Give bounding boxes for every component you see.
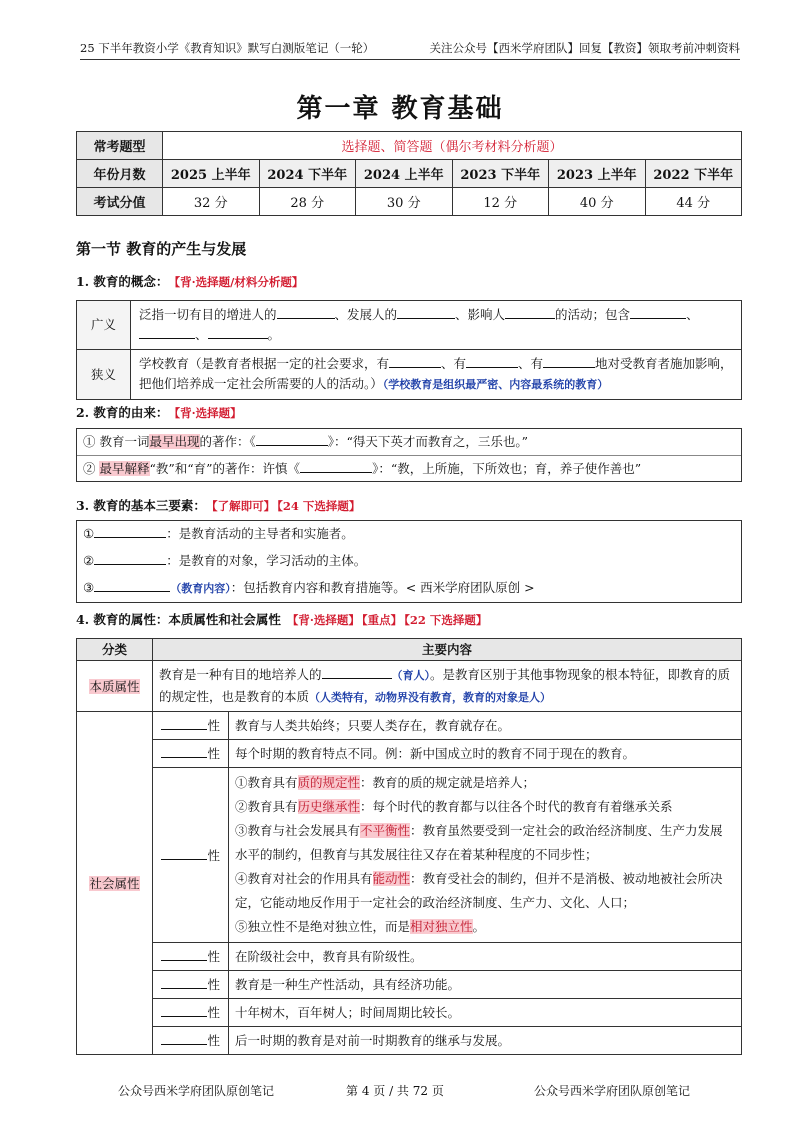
page-number: 第 4 页 / 共 72 页 bbox=[346, 1084, 444, 1098]
essential-label: 本质属性 bbox=[77, 661, 153, 712]
q3-title: 3. 教育的基本三要素： bbox=[76, 498, 206, 513]
broad-definition: 泛指一切有目的增进人的 、发展人的 、影响人 的活动；包含 、 、 。 bbox=[131, 301, 742, 350]
attribute-content: 每个时期的教育特点不同。例：新中国成立时的教育不同于现在的教育。 bbox=[229, 740, 742, 768]
q2-title: 2. 教育的由来： bbox=[76, 405, 169, 420]
year-cell: 2023 上半年 bbox=[549, 160, 646, 188]
q4-tag-1: 【背·选择题】 bbox=[286, 613, 360, 627]
q2-heading bbox=[76, 403, 242, 421]
origin-line-1: ① 教育一词最早出现的著作：《 》：“得天下英才而教育之，三乐也。” bbox=[83, 434, 529, 449]
footer-left: 公众号西米学府团队原创笔记 bbox=[118, 1084, 275, 1098]
header-right: 关注公众号【西米学府团队】回复【教资】领取考前冲刺资料 bbox=[429, 41, 740, 55]
narrow-definition: 学校教育（是教育者根据一定的社会要求，有 、有 、有 地对受教育者施加影响，把他们培养成一定社会所需要的人的活动。）（学校教育是组织最严密、内容最系统的教育） bbox=[131, 350, 742, 400]
attribute-content: 在阶级社会中，教育具有阶级性。 bbox=[229, 943, 742, 971]
col-category: 分类 bbox=[77, 639, 153, 661]
score-cell: 30 分 bbox=[356, 188, 453, 216]
blank-attribute: 性 bbox=[153, 999, 229, 1027]
header-left: 25 下半年教资小学《教育知识》默写白测版笔记（一轮） bbox=[80, 41, 375, 55]
blank-attribute: 性 bbox=[153, 712, 229, 740]
year-cell: 2024 上半年 bbox=[356, 160, 453, 188]
q2-tag: 【背·选择题】 bbox=[174, 406, 242, 420]
col-content: 主要内容 bbox=[153, 639, 742, 661]
elements-box bbox=[76, 520, 742, 603]
blank-attribute: 性 bbox=[153, 768, 229, 943]
year-cell: 2024 下半年 bbox=[259, 160, 356, 188]
score-cell: 40 分 bbox=[549, 188, 646, 216]
q1-heading bbox=[76, 272, 303, 290]
q1-tag: 【背·选择题/材料分析题】 bbox=[174, 275, 304, 289]
q4-title: 4. 教育的属性：本质属性和社会属性 bbox=[76, 612, 281, 627]
q3-tag-2: 【24 下选择题】 bbox=[277, 499, 361, 513]
q4-tag-3: 【22 下选择题】 bbox=[404, 613, 488, 627]
q4-heading bbox=[76, 610, 487, 628]
score-cell: 12 分 bbox=[452, 188, 549, 216]
exam-type-label: 常考题型 bbox=[77, 132, 163, 160]
origin-box bbox=[76, 428, 742, 482]
element-item-3: ③ （教育内容）：包括教育内容和教育措施等。< 西米学府团队原创 > bbox=[83, 580, 535, 595]
q4-tag-2: 【重点】 bbox=[361, 613, 403, 627]
score-cell: 32 分 bbox=[163, 188, 260, 216]
year-cell: 2022 下半年 bbox=[645, 160, 742, 188]
chapter-title: 第一章 教育基础 bbox=[296, 94, 504, 124]
blank-attribute: 性 bbox=[153, 740, 229, 768]
year-cell: 2025 上半年 bbox=[163, 160, 260, 188]
blank-attribute: 性 bbox=[153, 1027, 229, 1055]
concept-table bbox=[76, 300, 742, 400]
q3-tag-1: 【了解即可】 bbox=[211, 499, 276, 513]
score-cell: 44 分 bbox=[645, 188, 742, 216]
attribute-content: 教育是一种生产性活动，具有经济功能。 bbox=[229, 971, 742, 999]
exam-type-value: 选择题、简答题（偶尔考材料分析题） bbox=[163, 132, 742, 160]
origin-line-2: ② 最早解释“教”和“育”的著作：许慎《 》：“教，上所施，下所效也；育，养子使作善也” bbox=[77, 455, 741, 481]
essential-content: 教育是一种有目的地培养人的 （育人）。是教育区别于其他事物现象的根本特征，即教育的质的规定性，也是教育的本质（人类特有，动物界没有教育，教育的对象是人） bbox=[153, 661, 742, 712]
footer-right: 公众号西米学府团队原创笔记 bbox=[534, 1084, 691, 1098]
social-label: 社会属性 bbox=[77, 712, 153, 1055]
year-label: 年份月数 bbox=[77, 160, 163, 188]
broad-label: 广义 bbox=[77, 301, 131, 350]
narrow-label: 狭义 bbox=[77, 350, 131, 400]
score-label: 考试分值 bbox=[77, 188, 163, 216]
score-cell: 28 分 bbox=[259, 188, 356, 216]
attributes-table bbox=[76, 638, 742, 1055]
section-title: 第一节 教育的产生与发展 bbox=[76, 240, 247, 258]
q1-title: 1. 教育的概念： bbox=[76, 274, 169, 289]
blank-attribute: 性 bbox=[153, 971, 229, 999]
year-cell: 2023 下半年 bbox=[452, 160, 549, 188]
attribute-content: 教育与人类共始终；只要人类存在，教育就存在。 bbox=[229, 712, 742, 740]
q3-heading bbox=[76, 496, 360, 514]
element-item-2: ② ：是教育的对象，学习活动的主体。 bbox=[83, 553, 367, 568]
independence-content: ①教育具有质的规定性：教育的质的规定就是培养人； ②教育具有历史继承性：每个时代的教育都与以往各个时代的教育有着继承关系 ③教育与社会发展具有不平衡性：教育虽然要受到一定社会的政治经济制度、生产力发展水平的制约，但教育与其发展往往又存在着某种程度的不同步性； ④教育对社会的作用具有能动性：教育受社会的制约，但并不是消极、被动地被社会所决定，它能动地反作用于一定社会的政治经济制度、生产力、文化、人口； ⑤独立性不是绝对独立性，而是相对独立性。 bbox=[229, 768, 742, 943]
attribute-content: 十年树木，百年树人；时间周期比较长。 bbox=[229, 999, 742, 1027]
blank-attribute: 性 bbox=[153, 943, 229, 971]
attribute-content: 后一时期的教育是对前一时期教育的继承与发展。 bbox=[229, 1027, 742, 1055]
element-item-1: ① ：是教育活动的主导者和实施者。 bbox=[83, 526, 354, 541]
page-header bbox=[80, 36, 740, 60]
exam-info-table bbox=[76, 131, 742, 216]
